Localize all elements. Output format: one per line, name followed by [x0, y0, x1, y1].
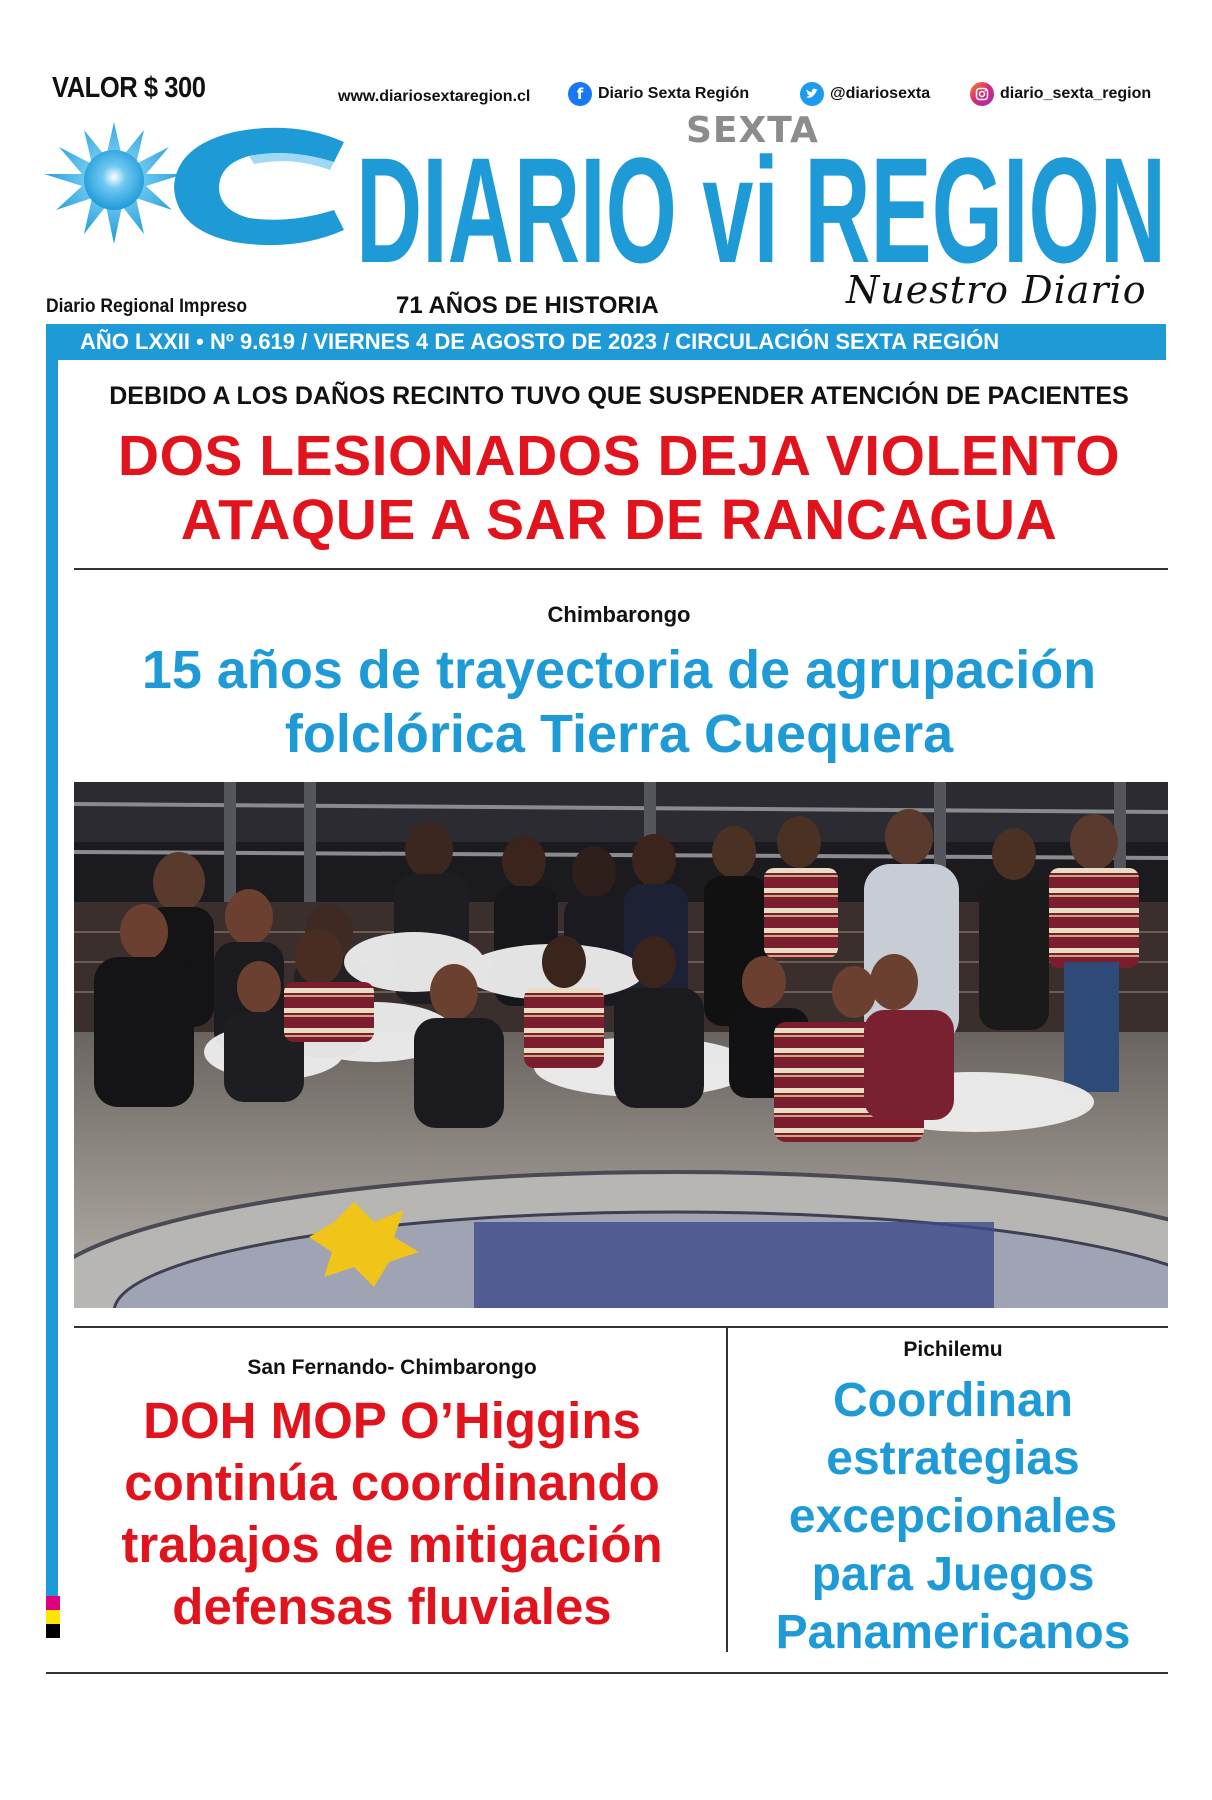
history-label: 71 AÑOS DE HISTORIA [396, 292, 659, 319]
story-right-kicker: Pichilemu [903, 1338, 1003, 1361]
masthead-subtitle: SEXTA [686, 110, 819, 151]
tagline: Diario Regional Impreso [46, 296, 248, 317]
facebook-icon: f [568, 82, 592, 106]
divider [74, 568, 1168, 570]
issue-line: AÑO LXXII • Nº 9.619 / VIERNES 4 DE AGOSTO DE 2023 / CIRCULACIÓN SEXTA REGIÓN [46, 324, 1166, 360]
newspaper-logo-icon [44, 112, 354, 262]
instagram-icon [970, 82, 994, 106]
facebook-label: Diario Sexta Región [598, 85, 750, 102]
column-divider [726, 1326, 728, 1652]
masthead-title [352, 108, 1170, 278]
twitter-icon [800, 82, 824, 106]
facebook-link[interactable] [568, 80, 749, 108]
slogan: Nuestro Diario [846, 268, 1147, 312]
twitter-link[interactable] [800, 80, 930, 108]
instagram-link[interactable] [970, 80, 1151, 108]
story-left-kicker: San Fernando- Chimbarongo [247, 1356, 537, 1379]
left-blue-rule [46, 324, 58, 1599]
twitter-label: @diariosexta [830, 85, 931, 102]
feature-photo [74, 782, 1168, 1308]
lead-kicker: DEBIDO A LOS DAÑOS RECINTO TUVO QUE SUSPENDER ATENCIÓN DE PACIENTES [109, 382, 1129, 410]
instagram-label: diario_sexta_region [1000, 85, 1152, 102]
website-link[interactable]: www.diariosextaregion.cl [338, 88, 531, 105]
registration-marks [46, 1596, 60, 1638]
feature-kicker: Chimbarongo [547, 602, 691, 627]
footer-divider [46, 1672, 1168, 1674]
story-right-headline[interactable]: Coordinan estrategias excepcionales para Juegos Panamericanos [775, 1374, 1131, 1659]
lead-headline[interactable]: DOS LESIONADOS DEJA VIOLENTO ATAQUE A SAR DE RANCAGUA [117, 424, 1121, 552]
price-label: VALOR $ 300 [52, 72, 206, 104]
feature-headline[interactable]: 15 años de trayectoria de agrupación folclórica Tierra Cuequera [141, 640, 1097, 764]
divider [74, 1326, 1168, 1328]
svg-text:DIARIO vi REGION: DIARIO vi REGION [356, 126, 1166, 278]
story-left-headline[interactable]: DOH MOP O’Higgins continúa coordinando trabajos de mitigación defensas fluviales [121, 1392, 663, 1635]
